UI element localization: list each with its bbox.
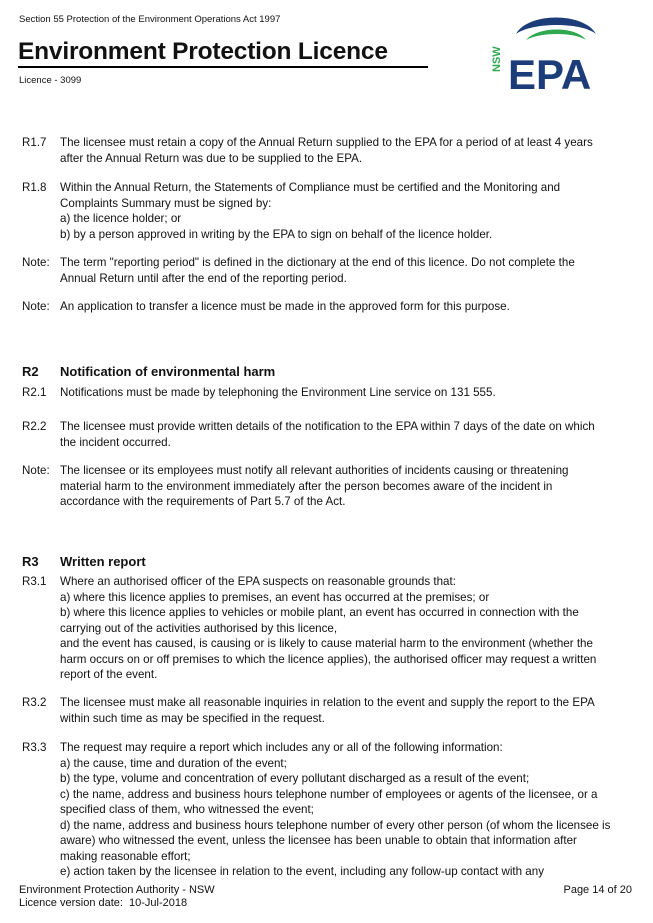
logo-main-text: EPA xyxy=(508,51,592,96)
condition-number: R2.1 xyxy=(22,386,47,399)
condition-row xyxy=(22,135,612,166)
footer-version-label: Licence version date: xyxy=(19,897,123,909)
condition-line: Within the Annual Return, the Statements of Compliance must be certified and the Monitoring and Complaints Summary must be signed by: xyxy=(60,181,561,210)
condition-line: a) where this licence applies to premises, an event has occurred at the premises; or xyxy=(60,590,490,604)
condition-line: Notifications must be made by telephoning the Environment Line service on 131 555. xyxy=(60,386,496,399)
condition-number: R3.1 xyxy=(22,575,47,588)
footer-version xyxy=(19,897,215,910)
footer-version-date: 10-Jul-2018 xyxy=(129,897,188,909)
condition-line: a) the licence holder; or xyxy=(60,212,182,225)
condition-number: R1.8 xyxy=(22,181,47,194)
condition-number: R1.7 xyxy=(22,136,47,149)
condition-number: Note: xyxy=(22,464,50,477)
licence-number: Licence - 3099 xyxy=(19,75,82,86)
condition-text xyxy=(60,180,612,242)
condition-text xyxy=(60,695,612,726)
logo-side-text: NSW xyxy=(491,46,503,72)
condition-text xyxy=(60,419,612,450)
condition-line: a) the cause, time and duration of the event; xyxy=(60,756,287,770)
condition-text xyxy=(60,463,612,510)
section-title: Notification of environmental harm xyxy=(60,364,276,379)
condition-line: The licensee must retain a copy of the Annual Return supplied to the EPA for a period of at least 4 years after the Annual Return was due to be supplied to the EPA. xyxy=(60,136,593,165)
condition-text xyxy=(60,385,612,401)
condition-number: R3.3 xyxy=(22,741,47,754)
condition-line: The licensee or its employees must notify all relevant authorities of incidents causing or threatening material harm to the environment immediately after the person becomes aware of the incident in accordance with the requirements of Part 5.7 of the Act. xyxy=(60,464,569,508)
condition-number: R3.2 xyxy=(22,696,47,709)
logo-swoosh-inner xyxy=(526,30,586,41)
act-reference: Section 55 Protection of the Environment Operations Act 1997 xyxy=(19,14,281,25)
condition-line: b) where this licence applies to vehicles or mobile plant, an event has occurred in connection with the carrying out of the activities authorised by this licence, xyxy=(60,606,579,635)
section-heading xyxy=(22,554,146,569)
footer-authority: Environment Protection Authority - NSW xyxy=(19,884,215,896)
condition-line: The licensee must provide written details of the notification to the EPA within 7 days of the date on which the incident occurred. xyxy=(60,420,595,449)
section-heading xyxy=(22,364,275,379)
section-title: Written report xyxy=(60,554,146,569)
condition-text xyxy=(60,135,612,166)
nsw-epa-logo xyxy=(486,14,614,96)
condition-row xyxy=(22,695,612,726)
condition-line: The request may require a report which includes any or all of the following information: xyxy=(60,741,503,754)
condition-line: b) by a person approved in writing by the EPA to sign on behalf of the licence holder. xyxy=(60,227,493,241)
condition-text xyxy=(60,299,612,315)
condition-line: The term "reporting period" is defined in the dictionary at the end of this licence. Do not complete the Annual Return until after the end of the reporting period. xyxy=(60,256,575,285)
condition-number: R2.2 xyxy=(22,420,47,433)
condition-line: and the event has caused, is causing or is likely to cause material harm to the environment (whether the harm occurs on or off premises to which the licence applies), the authorised officer may request a written report of the event. xyxy=(60,637,597,681)
condition-number: Note: xyxy=(22,256,50,269)
condition-line: The licensee must make all reasonable inquiries in relation to the event and supply the report to the EPA within such time as may be specified in the request. xyxy=(60,696,595,725)
page-title: Environment Protection Licence xyxy=(18,38,388,65)
section-number: R3 xyxy=(22,554,39,569)
condition-row xyxy=(22,463,612,510)
condition-row xyxy=(22,740,612,880)
condition-row xyxy=(22,385,612,401)
condition-row xyxy=(22,255,612,286)
footer-page-number: Page 14 of 20 xyxy=(563,884,632,896)
condition-line: Where an authorised officer of the EPA suspects on reasonable grounds that: xyxy=(60,575,456,588)
footer-left xyxy=(19,884,215,910)
condition-line: e) action taken by the licensee in relation to the event, including any follow-up contact with any xyxy=(60,865,545,878)
condition-row xyxy=(22,574,612,683)
condition-number: Note: xyxy=(22,300,50,313)
condition-row xyxy=(22,180,612,242)
condition-text xyxy=(60,574,612,683)
condition-line: d) the name, address and business hours telephone number of every other person (of whom the licensee is aware) who witnessed the event, unless the licensee has been unable to obtain that information after making reasonable effort; xyxy=(60,818,611,863)
condition-line: b) the type, volume and concentration of every pollutant discharged as a result of the event; xyxy=(60,772,530,785)
title-underline xyxy=(18,66,428,68)
condition-text xyxy=(60,740,612,880)
condition-row xyxy=(22,299,612,315)
condition-line: An application to transfer a licence must be made in the approved form for this purpose. xyxy=(60,300,510,313)
section-number: R2 xyxy=(22,364,39,379)
condition-row xyxy=(22,419,612,450)
condition-line: c) the name, address and business hours telephone number of employees or agents of the licensee, or a specified class of them, who witnessed the event; xyxy=(60,787,598,816)
condition-text xyxy=(60,255,612,286)
